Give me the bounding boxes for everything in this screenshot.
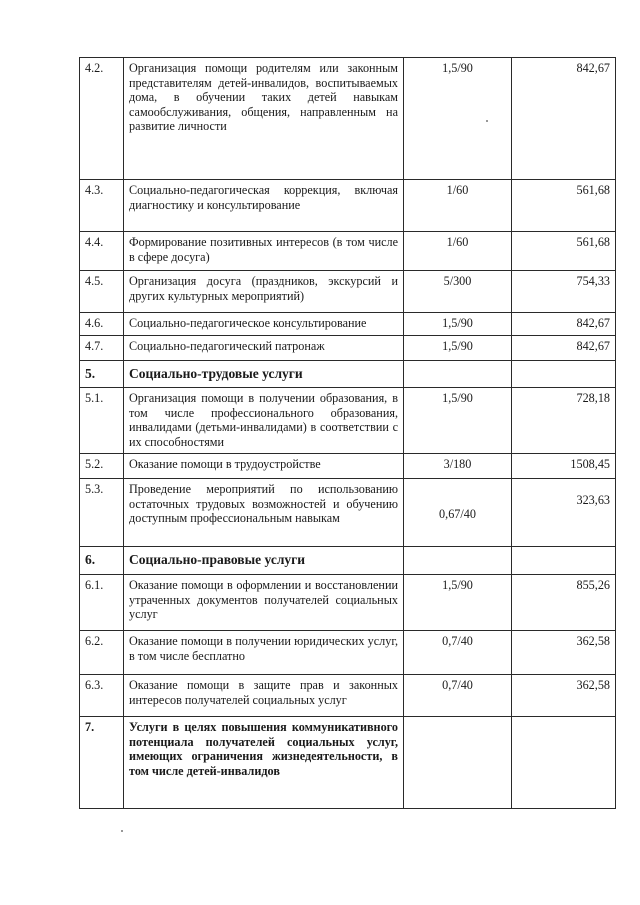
service-price: 754,33: [512, 271, 616, 313]
table-row: [80, 717, 616, 809]
service-norm: [404, 717, 512, 809]
service-norm: 1/60: [404, 232, 512, 271]
table-row: [80, 336, 616, 361]
service-description: Оказание помощи в трудоустройстве: [124, 454, 404, 479]
section-price-empty: [512, 547, 616, 575]
row-number: 4.3.: [80, 180, 124, 232]
service-description: Организация помощи родителям или законным представителям детей-инвалидов, воспитываемых дома, в обучении таких детей навыкам самообслуживания, общения, направленным на развитие личности: [124, 58, 404, 180]
service-norm: 1,5/90: [404, 58, 512, 180]
service-description: Формирование позитивных интересов (в том числе в сфере досуга): [124, 232, 404, 271]
row-number: 6.2.: [80, 631, 124, 675]
row-number: 5.3.: [80, 479, 124, 547]
service-price: 323,63: [512, 479, 616, 547]
service-norm: 1,5/90: [404, 388, 512, 454]
table-row: [80, 479, 616, 547]
table-row: [80, 675, 616, 717]
table-row: [80, 575, 616, 631]
scan-speck: [121, 830, 123, 832]
service-norm: 3/180: [404, 454, 512, 479]
scan-speck: [486, 120, 488, 122]
service-description: Оказание помощи в оформлении и восстановлении утраченных документов получателей социальных услуг: [124, 575, 404, 631]
service-description: Организация досуга (праздников, экскурсий и других культурных мероприятий): [124, 271, 404, 313]
services-table: [79, 57, 616, 809]
service-norm: 0,7/40: [404, 675, 512, 717]
service-price: 842,67: [512, 336, 616, 361]
row-number: 4.4.: [80, 232, 124, 271]
table-row: [80, 271, 616, 313]
service-price: 362,58: [512, 675, 616, 717]
section-norm-empty: [404, 547, 512, 575]
section-title: Социально-правовые услуги: [124, 547, 404, 575]
service-description: Социально-педагогическая коррекция, включая диагностику и консультирование: [124, 180, 404, 232]
service-price: [512, 717, 616, 809]
table-row: [80, 58, 616, 180]
table-row: [80, 454, 616, 479]
service-norm: 1,5/90: [404, 313, 512, 336]
service-norm: 1,5/90: [404, 575, 512, 631]
service-price: 842,67: [512, 313, 616, 336]
service-price: 842,67: [512, 58, 616, 180]
service-price: 855,26: [512, 575, 616, 631]
service-description: Организация помощи в получении образования, в том числе профессионального образования, инвалидами (детьми-инвалидами) в соответствии с их способностями: [124, 388, 404, 454]
row-number: 5.1.: [80, 388, 124, 454]
service-norm: 5/300: [404, 271, 512, 313]
service-price: 362,58: [512, 631, 616, 675]
section-row: [80, 361, 616, 388]
service-price: 561,68: [512, 232, 616, 271]
service-description: Оказание помощи в защите прав и законных интересов получателей социальных услуг: [124, 675, 404, 717]
service-description: Социально-педагогический патронаж: [124, 336, 404, 361]
service-price: 1508,45: [512, 454, 616, 479]
table-row: [80, 313, 616, 336]
table-row: [80, 631, 616, 675]
row-number: 4.5.: [80, 271, 124, 313]
section-row: [80, 547, 616, 575]
service-price: 728,18: [512, 388, 616, 454]
table-row: [80, 388, 616, 454]
row-number: 4.6.: [80, 313, 124, 336]
section-price-empty: [512, 361, 616, 388]
service-description: Проведение мероприятий по использованию остаточных трудовых возможностей и обучению доступным профессиональным навыкам: [124, 479, 404, 547]
row-number: 4.2.: [80, 58, 124, 180]
service-description: Услуги в целях повышения коммуникативного потенциала получателей социальных услуг, имеющих ограничения жизнедеятельности, в том числе детей-инвалидов: [124, 717, 404, 809]
section-norm-empty: [404, 361, 512, 388]
service-norm: 0,7/40: [404, 631, 512, 675]
table-row: [80, 232, 616, 271]
service-price: 561,68: [512, 180, 616, 232]
section-title: Социально-трудовые услуги: [124, 361, 404, 388]
service-norm: 1,5/90: [404, 336, 512, 361]
service-description: Социально-педагогическое консультирование: [124, 313, 404, 336]
row-number: 6.3.: [80, 675, 124, 717]
row-number: 7.: [80, 717, 124, 809]
section-number: 6.: [80, 547, 124, 575]
table-row: [80, 180, 616, 232]
service-norm: 1/60: [404, 180, 512, 232]
section-number: 5.: [80, 361, 124, 388]
row-number: 4.7.: [80, 336, 124, 361]
row-number: 5.2.: [80, 454, 124, 479]
row-number: 6.1.: [80, 575, 124, 631]
service-norm: 0,67/40: [404, 479, 512, 547]
service-description: Оказание помощи в получении юридических услуг, в том числе бесплатно: [124, 631, 404, 675]
